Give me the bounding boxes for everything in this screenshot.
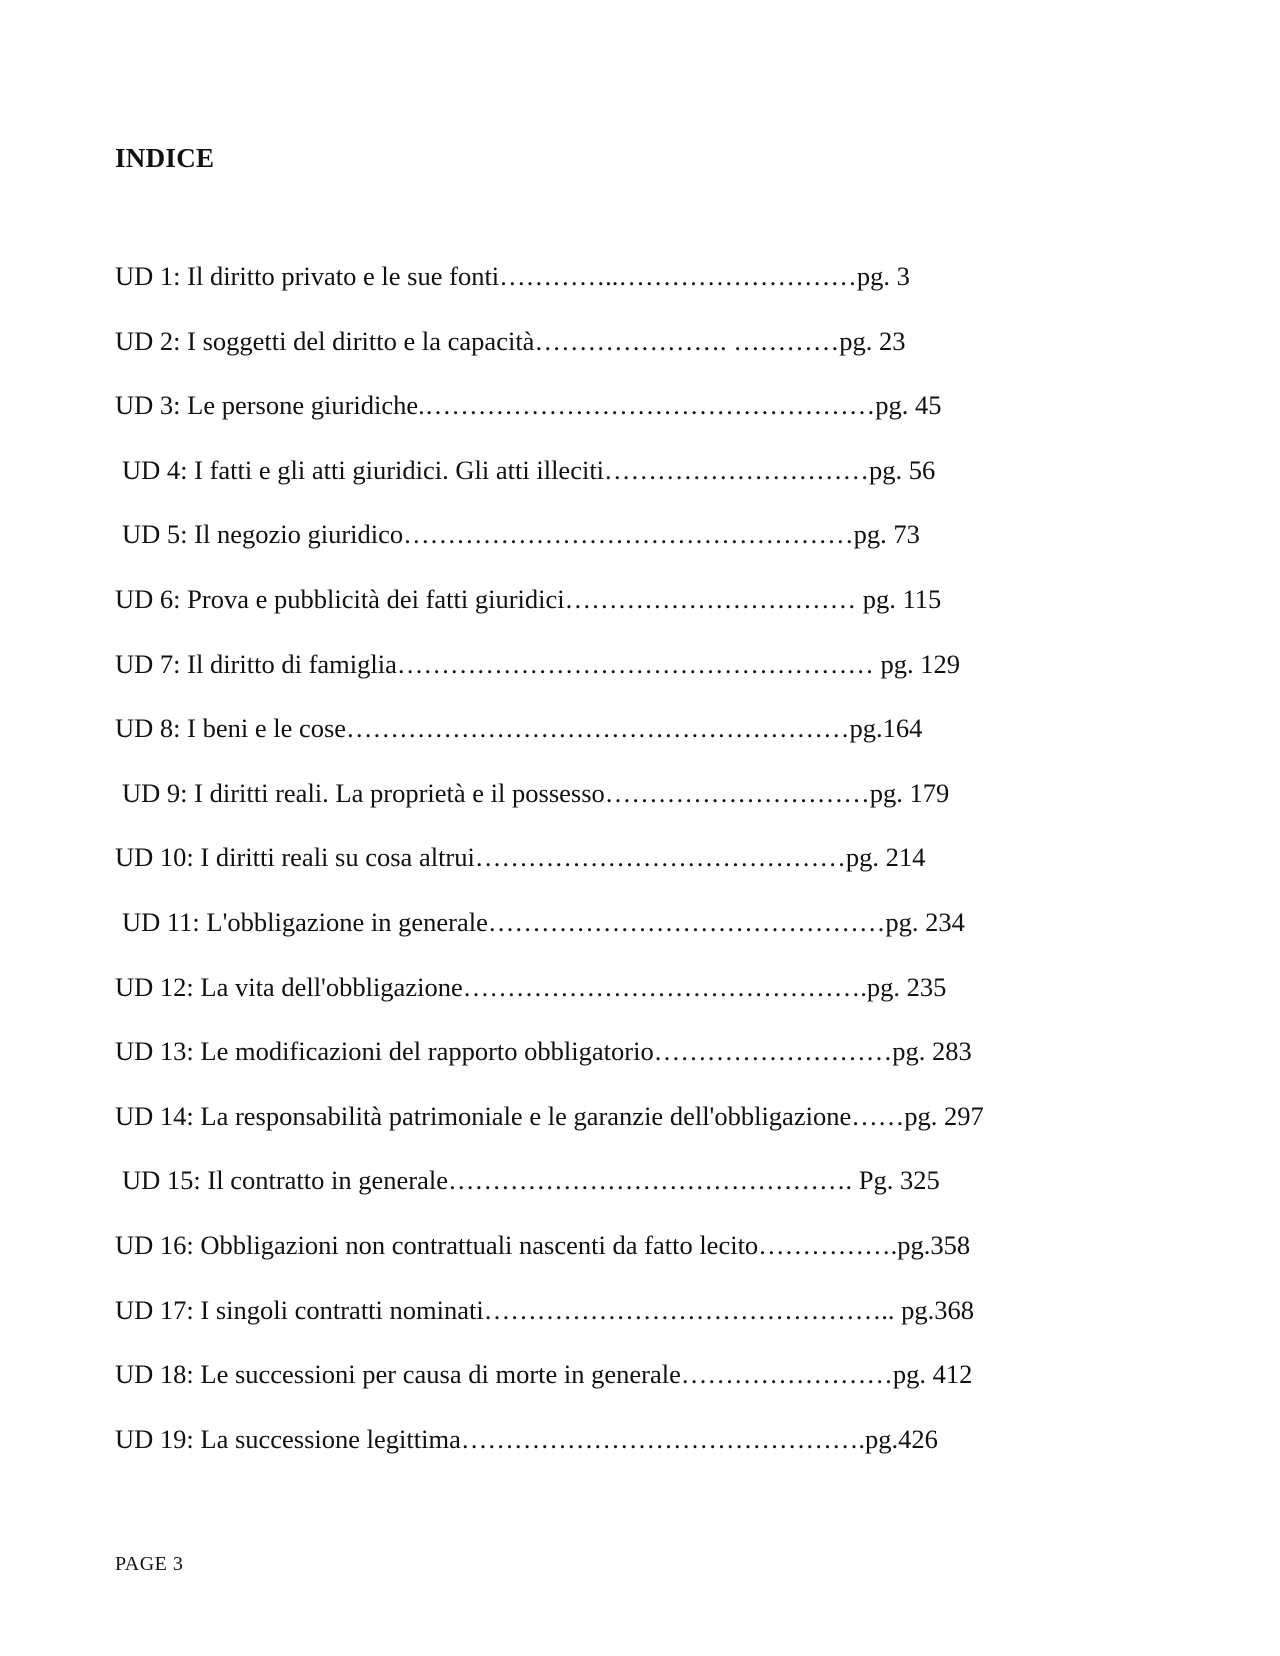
- toc-entry-ud16: UD 16: Obbligazioni non contrattuali nascenti da fatto lecito…………….pg.358: [115, 1229, 971, 1260]
- toc-entry-ud12: UD 12: La vita dell'obbligazione……………………………………….pg. 235: [115, 971, 947, 1002]
- toc-entry-ud17: UD 17: I singoli contratti nominati……………………………………….. pg.368: [115, 1294, 974, 1325]
- toc-entry-ud8: UD 8: I beni e le cose…………………………………………………pg.164: [115, 713, 923, 744]
- table-of-contents: [115, 262, 984, 1489]
- toc-entry-ud18: UD 18: Le successioni per causa di morte in generale……………………pg. 412: [115, 1359, 973, 1390]
- toc-entry-ud4: UD 4: I fatti e gli atti giuridici. Gli atti illeciti…………………………pg. 56: [122, 454, 936, 485]
- toc-entry-ud2: UD 2: I soggetti del diritto e la capacità…………………. …………pg. 23: [115, 325, 906, 356]
- toc-entry-ud10: UD 10: I diritti reali su cosa altrui……………………………………pg. 214: [115, 842, 926, 873]
- toc-entry-ud7: UD 7: Il diritto di famiglia……………………………………………… pg. 129: [115, 648, 961, 679]
- toc-entry-ud11: UD 11: L'obbligazione in generale………………………………………pg. 234: [122, 906, 965, 937]
- toc-entry-ud6: UD 6: Prova e pubblicità dei fatti giuridici…………………………… pg. 115: [115, 583, 942, 614]
- toc-entry-ud1: UD 1: Il diritto privato e le sue fonti…………..………………………pg. 3: [115, 261, 910, 291]
- toc-entry-ud9: UD 9: I diritti reali. La proprietà e il possesso…………………………pg. 179: [122, 777, 950, 808]
- toc-entry-ud19: UD 19: La successione legittima……………………………………….pg.426: [115, 1423, 938, 1454]
- index-heading: INDICE: [115, 143, 215, 173]
- toc-entry-ud5: UD 5: Il negozio giuridico……………………………………………pg. 73: [122, 519, 920, 550]
- toc-entry-ud3: UD 3: Le persone giuridiche.……………………………………………pg. 45: [115, 390, 942, 421]
- toc-entry-ud15: UD 15: Il contratto in generale………………………………………. Pg. 325: [122, 1165, 940, 1196]
- page-number-footer: PAGE 3: [115, 1553, 184, 1575]
- toc-entry-ud14: UD 14: La responsabilità patrimoniale e le garanzie dell'obbligazione……pg. 297: [115, 1100, 984, 1131]
- toc-entry-ud13: UD 13: Le modificazioni del rapporto obbligatorio………………………pg. 283: [115, 1036, 972, 1067]
